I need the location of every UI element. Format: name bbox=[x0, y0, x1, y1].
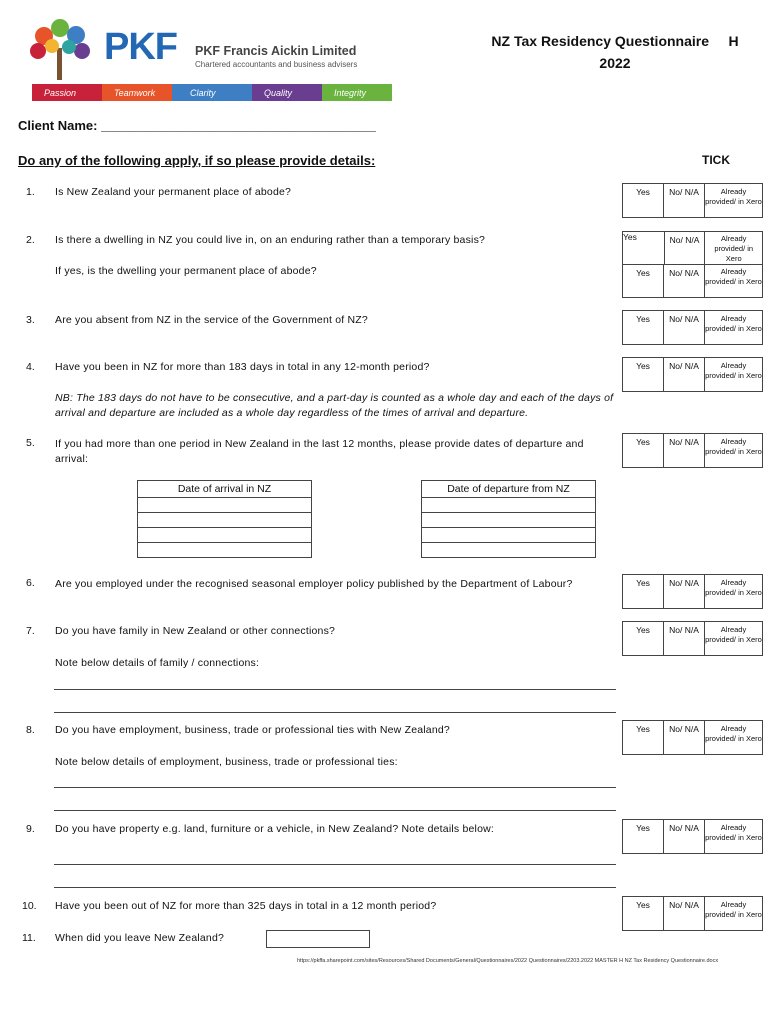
arrival-cell[interactable] bbox=[138, 528, 312, 543]
q9-answer-line[interactable] bbox=[54, 864, 616, 865]
q6-number: 6. bbox=[26, 577, 35, 589]
departure-cell[interactable] bbox=[422, 528, 596, 543]
q10-tick-no[interactable]: No/ N/A bbox=[664, 897, 705, 930]
q3-number: 3. bbox=[26, 314, 35, 326]
q8-number: 8. bbox=[26, 724, 35, 736]
q2-tick-no[interactable]: No/ N/A bbox=[665, 232, 706, 264]
q8-answer-line[interactable] bbox=[54, 810, 616, 811]
value-bar-teamwork: Teamwork bbox=[102, 84, 172, 101]
q7-tick-box bbox=[622, 621, 763, 656]
value-bar-passion: Passion bbox=[32, 84, 102, 101]
q1-tick-no[interactable]: No/ N/A bbox=[664, 184, 705, 217]
leave-date-input[interactable] bbox=[266, 930, 370, 948]
q10-text: Have you been out of NZ for more than 325 days in total in a 12 month period? bbox=[55, 900, 437, 912]
q1-number: 1. bbox=[26, 186, 35, 198]
arrival-cell[interactable] bbox=[138, 543, 312, 558]
q6-tick-box bbox=[622, 574, 763, 609]
q10-tick-yes[interactable]: Yes bbox=[623, 897, 664, 930]
q5-tick-yes[interactable]: Yes bbox=[623, 434, 664, 467]
q2b-tick-yes[interactable]: Yes bbox=[623, 265, 664, 297]
title-line-1: NZ Tax Residency Questionnaire H bbox=[491, 33, 739, 49]
q1-tick-yes[interactable]: Yes bbox=[623, 184, 664, 217]
q4-tick-box bbox=[622, 357, 763, 392]
q8-tick-already[interactable]: Already provided/ in Xero bbox=[705, 724, 762, 743]
q5-tick-box bbox=[622, 433, 763, 468]
departure-header: Date of departure from NZ bbox=[422, 481, 596, 498]
q2-tick-already[interactable]: Already provided/ in Xero bbox=[714, 234, 754, 263]
departure-cell[interactable] bbox=[422, 498, 596, 513]
q4-note: NB: The 183 days do not have to be consecutive, and a part-day is counted as a whole day and each of the days of arrival and departure are included as a whole day regardless of the times of arrival and departure. bbox=[55, 392, 614, 419]
tree-icon bbox=[24, 18, 96, 82]
q10-number: 10. bbox=[22, 900, 37, 912]
tick-heading: TICK bbox=[702, 153, 730, 167]
q2b-tick-no[interactable]: No/ N/A bbox=[664, 265, 705, 297]
q7-number: 7. bbox=[26, 625, 35, 637]
value-bar-integrity: Integrity bbox=[322, 84, 392, 101]
q4-tick-already[interactable]: Already provided/ in Xero bbox=[705, 361, 762, 380]
q2b-text: If yes, is the dwelling your permanent place of abode? bbox=[55, 265, 317, 277]
q2-text: Is there a dwelling in NZ you could live in, on an enduring rather than a temporary basis? bbox=[55, 234, 486, 246]
q5-text: If you had more than one period in New Zealand in the last 12 months, please provide dates of departure and arrival: bbox=[55, 438, 584, 465]
q4-tick-no[interactable]: No/ N/A bbox=[664, 358, 705, 391]
q5-tick-already[interactable]: Already provided/ in Xero bbox=[705, 437, 762, 456]
q3-tick-yes[interactable]: Yes bbox=[623, 311, 664, 344]
q1-text: Is New Zealand your permanent place of abode? bbox=[55, 186, 292, 198]
company-name: PKF Francis Aickin Limited bbox=[195, 44, 357, 58]
section-heading: Do any of the following apply, if so please provide details: bbox=[18, 153, 376, 168]
q6-tick-no[interactable]: No/ N/A bbox=[664, 575, 705, 608]
q7-answer-line[interactable] bbox=[54, 689, 616, 690]
q7-tick-yes[interactable]: Yes bbox=[623, 622, 664, 655]
q10-tick-box bbox=[622, 896, 763, 931]
q8-tick-no[interactable]: No/ N/A bbox=[664, 721, 705, 754]
q9-text: Do you have property e.g. land, furniture or a vehicle, in New Zealand? Note details below: bbox=[55, 823, 495, 835]
q8-tick-box bbox=[622, 720, 763, 755]
q8-note: Note below details of employment, business, trade or professional ties: bbox=[55, 756, 398, 768]
q8-tick-yes[interactable]: Yes bbox=[623, 721, 664, 754]
value-bar-clarity: Clarity bbox=[172, 84, 252, 101]
q11-number: 11. bbox=[22, 932, 36, 944]
q2-number: 2. bbox=[26, 234, 35, 246]
company-tagline: Chartered accountants and business advisers bbox=[195, 60, 358, 69]
q6-tick-yes[interactable]: Yes bbox=[623, 575, 664, 608]
arrival-cell[interactable] bbox=[138, 498, 312, 513]
departure-cell[interactable] bbox=[422, 513, 596, 528]
q7-text: Do you have family in New Zealand or other connections? bbox=[55, 625, 336, 637]
footer-file-path: https://pkffa.sharepoint.com/sites/Resources/Shared Documents/General/Questionnaires/2022 Questionnaires/2203.2022 MASTER H NZ Tax Residency Questionnaire.docx bbox=[297, 958, 719, 964]
value-bar-quality: Quality bbox=[252, 84, 322, 101]
q5-tick-no[interactable]: No/ N/A bbox=[664, 434, 705, 467]
title-line-2: 2022 bbox=[599, 55, 631, 71]
q7-note: Note below details of family / connections: bbox=[55, 657, 260, 669]
departure-dates-table bbox=[421, 480, 596, 558]
q3-tick-box bbox=[622, 310, 763, 345]
departure-cell[interactable] bbox=[422, 543, 596, 558]
q2-tick-box bbox=[622, 231, 763, 298]
q1-tick-already[interactable]: Already provided/ in Xero bbox=[705, 187, 762, 206]
q1-tick-box bbox=[622, 183, 763, 218]
q8-answer-line[interactable] bbox=[54, 787, 616, 788]
q9-tick-no[interactable]: No/ N/A bbox=[664, 820, 705, 853]
q10-tick-already[interactable]: Already provided/ in Xero bbox=[705, 900, 762, 919]
q2b-tick-already[interactable]: Already provided/ in Xero bbox=[705, 267, 762, 286]
q11-text: When did you leave New Zealand? bbox=[55, 932, 225, 944]
q5-number: 5. bbox=[26, 437, 35, 449]
q4-tick-yes[interactable]: Yes bbox=[623, 358, 664, 391]
q6-text: Are you employed under the recognised seasonal employer policy published by the Department of Labour? bbox=[55, 578, 573, 590]
q9-tick-yes[interactable]: Yes bbox=[623, 820, 664, 853]
q7-tick-already[interactable]: Already provided/ in Xero bbox=[705, 625, 762, 644]
q4-text: Have you been in NZ for more than 183 days in total in any 12-month period? bbox=[55, 361, 430, 373]
q6-tick-already[interactable]: Already provided/ in Xero bbox=[705, 578, 762, 597]
q3-tick-no[interactable]: No/ N/A bbox=[664, 311, 705, 344]
q7-tick-no[interactable]: No/ N/A bbox=[664, 622, 705, 655]
q9-tick-box bbox=[622, 819, 763, 854]
arrival-cell[interactable] bbox=[138, 513, 312, 528]
arrival-header: Date of arrival in NZ bbox=[138, 481, 312, 498]
q4-number: 4. bbox=[26, 361, 35, 373]
client-name-field[interactable]: Client Name: ______________________________________ bbox=[18, 118, 376, 133]
logo-wordmark: PKF bbox=[104, 26, 177, 68]
q9-answer-line[interactable] bbox=[54, 887, 616, 888]
q3-text: Are you absent from NZ in the service of the Government of NZ? bbox=[55, 314, 368, 326]
q9-tick-already[interactable]: Already provided/ in Xero bbox=[705, 823, 762, 842]
arrival-dates-table bbox=[137, 480, 312, 558]
q2-tick-yes[interactable]: Yes bbox=[623, 232, 665, 264]
q9-number: 9. bbox=[26, 823, 35, 835]
q7-answer-line[interactable] bbox=[54, 712, 616, 713]
q3-tick-already[interactable]: Already provided/ in Xero bbox=[705, 314, 762, 333]
document-title bbox=[470, 30, 760, 74]
q8-text: Do you have employment, business, trade or professional ties with New Zealand? bbox=[55, 724, 450, 736]
